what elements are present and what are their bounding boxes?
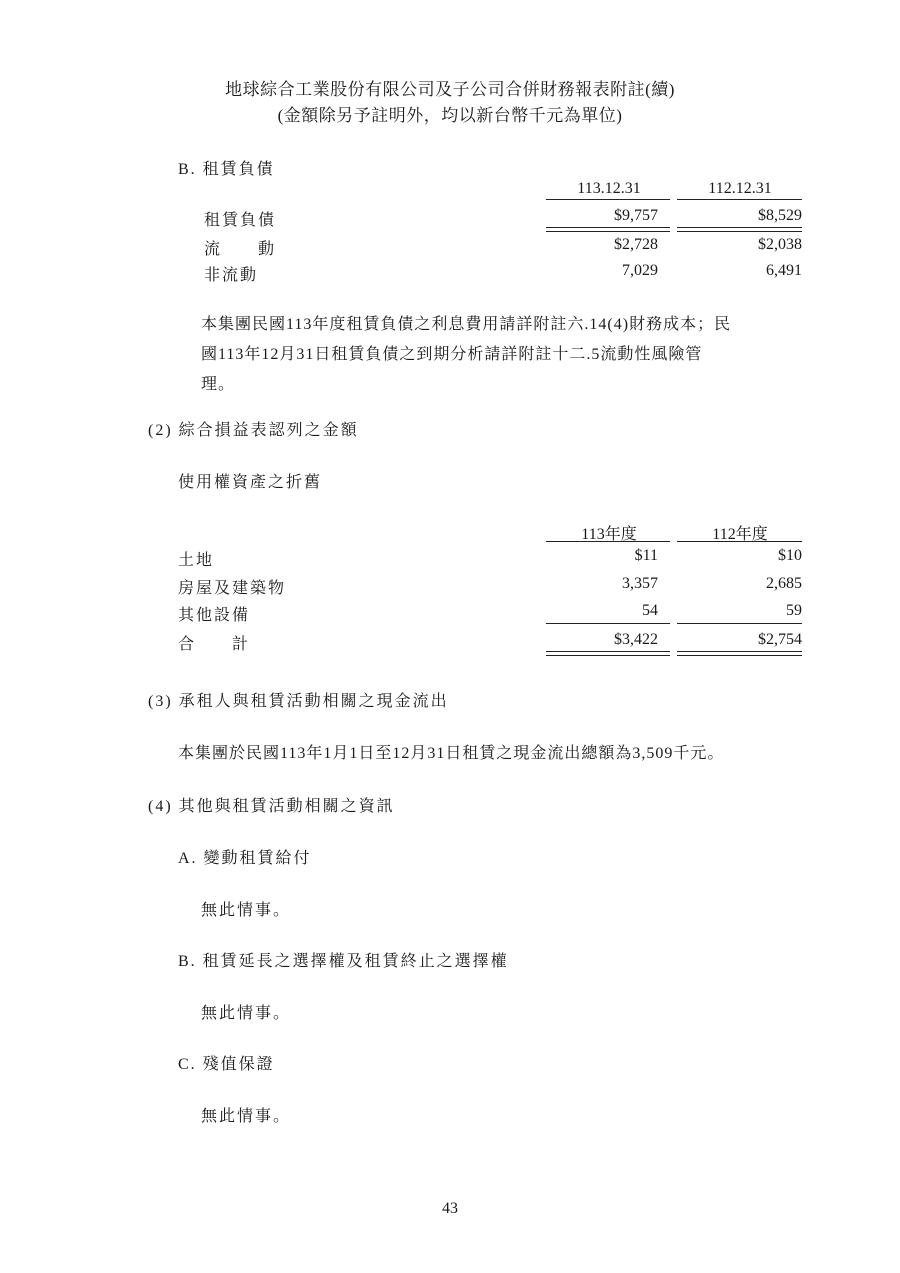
value-other-equipment-113: 54: [642, 602, 658, 619]
value-land-113: $11: [634, 547, 658, 564]
section-4-heading: (4) 其他與租賃活動相關之資訊: [148, 798, 395, 815]
value-non-current-113: 7,029: [622, 262, 658, 279]
document-title: 地球綜合工業股份有限公司及子公司合併財務報表附註(續): [225, 80, 675, 99]
value-buildings-113: 3,357: [622, 575, 658, 592]
value-current-112: $2,038: [758, 236, 802, 253]
section-4c-text: 無此情事。: [201, 1108, 292, 1125]
total-double-underline: [677, 651, 802, 656]
section-2-subheading: 使用權資產之折舊: [178, 474, 323, 491]
section-3-text: 本集團於民國113年1月1日至12月31日租賃之現金流出總額為3,509千元。: [178, 745, 725, 762]
value-lease-liabilities-112: $8,529: [758, 207, 802, 224]
row-label-total: 合 計: [178, 636, 251, 653]
header-underline: [546, 199, 670, 200]
row-label-buildings: 房屋及建築物: [178, 580, 287, 597]
subtotal-underline: [677, 623, 802, 624]
column-header-112-12-31: 112.12.31: [708, 180, 772, 197]
value-current-113: $2,728: [614, 236, 658, 253]
section-4b-text: 無此情事。: [201, 1005, 292, 1022]
note-line: 理。: [201, 376, 236, 393]
value-total-112: $2,754: [758, 631, 802, 648]
header-underline: [677, 541, 802, 542]
value-non-current-112: 6,491: [766, 262, 802, 279]
section-2-heading: (2) 綜合損益表認列之金額: [148, 422, 359, 439]
value-lease-liabilities-113: $9,757: [614, 207, 658, 224]
total-double-underline: [546, 651, 670, 656]
total-double-underline: [677, 227, 802, 232]
subtotal-underline: [546, 623, 670, 624]
lease-liabilities-note: [201, 310, 801, 400]
value-buildings-112: 2,685: [766, 575, 802, 592]
column-header-112: 112年度: [712, 526, 768, 543]
section-3-heading: (3) 承租人與租賃活動相關之現金流出: [148, 693, 449, 710]
note-line: 本集團民國113年度租賃負債之利息費用請詳附註六.14(4)財務成本；民: [201, 316, 732, 333]
header-underline: [677, 199, 802, 200]
section-b-heading: B. 租賃負債: [178, 161, 275, 178]
row-label-non-current: 非流動: [204, 267, 259, 284]
row-label-other-equipment: 其他設備: [178, 607, 251, 624]
column-header-113-12-31: 113.12.31: [577, 180, 641, 197]
header-underline: [546, 541, 670, 542]
total-double-underline: [546, 227, 670, 232]
section-4a-text: 無此情事。: [201, 902, 292, 919]
row-label-current: 流 動: [204, 241, 277, 258]
value-land-112: $10: [778, 547, 802, 564]
row-label-lease-liabilities: 租賃負債: [204, 212, 277, 229]
value-total-113: $3,422: [614, 631, 658, 648]
note-line: 國113年12月31日租賃負債之到期分析請詳附註十二.5流動性風險管: [201, 346, 703, 363]
column-header-113: 113年度: [581, 526, 637, 543]
section-4b-heading: B. 租賃延長之選擇權及租賃終止之選擇權: [178, 953, 509, 970]
document-subtitle: (金額除另予註明外，均以新台幣千元為單位): [277, 106, 623, 125]
section-4c-heading: C. 殘值保證: [178, 1056, 275, 1073]
row-label-land: 土地: [178, 552, 215, 569]
section-4a-heading: A. 變動租賃給付: [178, 850, 312, 867]
value-other-equipment-112: 59: [786, 602, 802, 619]
page-number: 43: [442, 1200, 458, 1217]
